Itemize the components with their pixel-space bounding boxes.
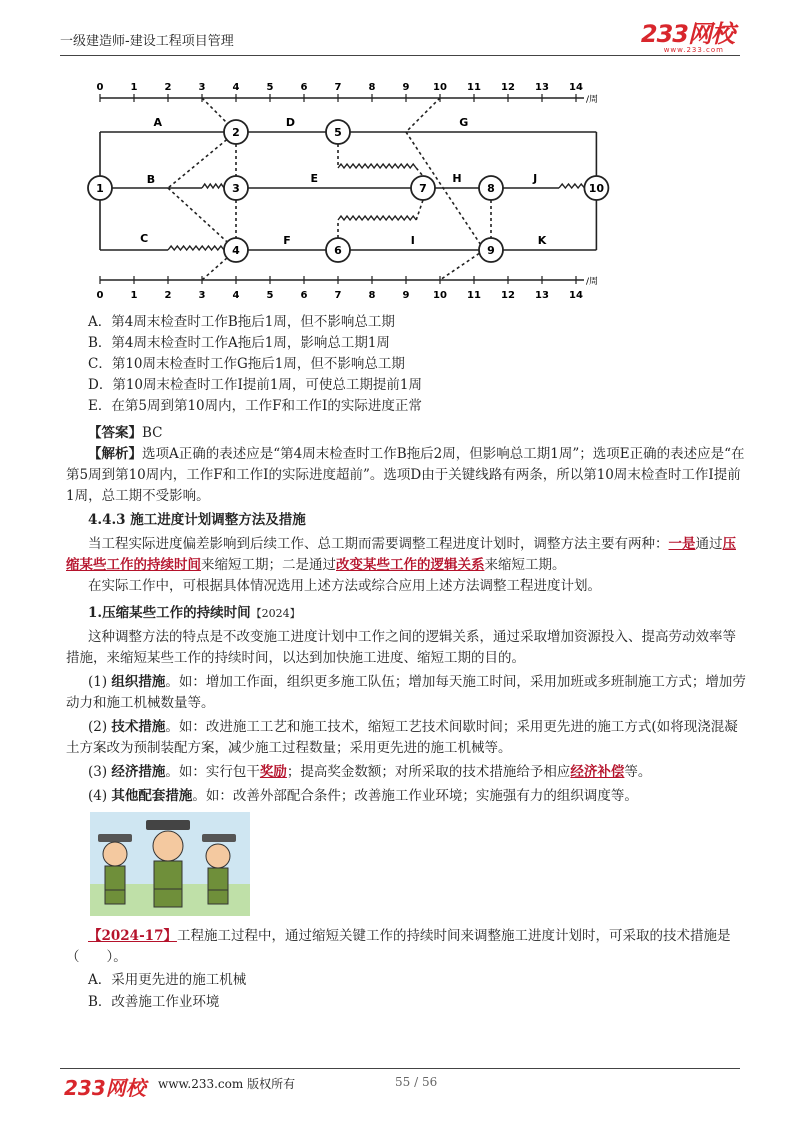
axis-tick-label: 3 — [198, 290, 206, 301]
section-heading — [88, 510, 768, 531]
option-d: D．第10周末检查时工作I提前1周，可使总工期提前1周 — [88, 377, 423, 393]
analysis-text: 选项A正确的表述应是“第4周末检查时工作B拖后2周，但影响总工期1周”；选项E正确的表述应是“在第5周到第10周内，工作F和工作I的实际进度超前”。选项D由于关键线路有两条，所以第10周末检查时工作I提前1周，总工期不受影响。 — [66, 446, 745, 504]
axis-tick-label: 8 — [368, 82, 376, 93]
network-arrow — [168, 188, 236, 250]
activity-label-c: C — [140, 232, 149, 245]
intro-text: 当工程实际进度偏差影响到后续工作、总工期而需要调整工程进度计划时，调整方法主要有两种： — [88, 536, 669, 552]
axis-tick-label: 1 — [130, 82, 138, 93]
activity-label-e: E — [310, 172, 318, 185]
node-label-4: 4 — [232, 244, 240, 257]
axis-tick-label: 6 — [300, 290, 308, 301]
activity-label-h: H — [452, 172, 462, 185]
intro-paragraph-2: 在实际工作中，可根据具体情况选用上述方法或综合应用上述方法调整工程进度计划。 — [88, 578, 601, 594]
network-arrow — [416, 200, 423, 220]
axis-tick-label: 12 — [501, 82, 515, 93]
workers-illustration — [90, 812, 250, 916]
axis-tick-label: 14 — [569, 290, 583, 301]
axis-tick-label: 8 — [368, 290, 376, 301]
network-arrow — [440, 250, 484, 280]
free-float-wave — [202, 184, 224, 188]
activity-label-i: I — [410, 234, 415, 247]
axis-tick-label: 14 — [569, 82, 583, 93]
node-label-9: 9 — [487, 244, 495, 257]
measure-organizational — [66, 672, 746, 714]
activity-label-d: D — [285, 116, 295, 129]
question-option-a: A．采用更先进的施工机械 — [88, 972, 247, 988]
axis-tick-label: 1 — [130, 290, 138, 301]
footer-logo[interactable]: 233网校 — [64, 1076, 146, 1100]
axis-tick-label: 5 — [266, 82, 274, 93]
measure-other — [66, 786, 746, 807]
axis-tick-label: 9 — [402, 290, 410, 301]
network-arrow — [406, 98, 440, 132]
measure-num: (1) — [88, 674, 108, 690]
measure-num: (3) — [88, 764, 108, 780]
intro-highlight-one: 一是 — [668, 536, 696, 552]
free-float-wave — [559, 184, 584, 188]
time-scaled-network-diagram — [80, 70, 620, 310]
measure-highlight-compensation: 经济补偿 — [570, 764, 625, 780]
axis-tick-label: 7 — [334, 82, 342, 93]
section-title: 施工进度计划调整方法及措施 — [130, 512, 306, 528]
footer-divider — [60, 1068, 740, 1069]
brand-logo-url: www.233.com — [663, 46, 724, 54]
axis-tick-label: 13 — [535, 82, 549, 93]
intro-highlight-compress: 压缩某些工作的持续时间 — [66, 536, 736, 573]
free-float-wave — [338, 164, 416, 168]
axis-tick-label: 9 — [402, 82, 410, 93]
top-time-axis — [97, 82, 599, 105]
axis-tick-label: 4 — [232, 82, 240, 93]
axis-tick-label: 2 — [164, 82, 172, 93]
intro-text-2: 通过 — [695, 536, 723, 552]
footer-copyright: www.233.com 版权所有 — [158, 1077, 296, 1091]
question-text: 工程施工过程中，通过缩短关键工作的持续时间来调整施工进度计划时，可采取的技术措施是（ ）。 — [66, 928, 731, 965]
answer-label: 【答案】 — [88, 425, 142, 441]
activity-label-k: K — [537, 234, 547, 247]
axis-tick-label: 2 — [164, 290, 172, 301]
measure-text-2: ；提高奖金数额；对所采取的技术措施给予相应 — [286, 764, 571, 780]
node-label-1: 1 — [96, 182, 104, 195]
axis-unit-label: /周 — [586, 277, 599, 287]
measure-title: 技术措施 — [111, 719, 166, 735]
network-arrow — [168, 132, 236, 188]
subsection-1-heading — [88, 603, 768, 624]
axis-tick-label: 11 — [467, 290, 481, 301]
axis-tick-label: 5 — [266, 290, 274, 301]
network-nodes — [88, 120, 608, 262]
measure-title: 组织措施 — [111, 674, 166, 690]
free-float-wave — [338, 216, 416, 220]
activity-label-b: B — [146, 173, 156, 186]
axis-tick-label: 6 — [300, 82, 308, 93]
bottom-time-axis — [97, 276, 599, 301]
node-label-2: 2 — [232, 126, 240, 139]
node-label-3: 3 — [232, 182, 240, 195]
node-label-5: 5 — [334, 126, 342, 139]
measure-text: 。如：改善外部配合条件；改善施工作业环境；实施强有力的组织调度等。 — [192, 788, 638, 804]
axis-tick-label: 10 — [433, 82, 447, 93]
activity-label-j: J — [533, 172, 538, 185]
intro-paragraph — [66, 534, 746, 576]
activity-label-f: F — [283, 234, 291, 247]
node-label-7: 7 — [419, 182, 427, 195]
subsection-1-tag: 【2024】 — [250, 607, 301, 620]
activity-label-g: G — [459, 116, 469, 129]
axis-unit-label: /周 — [586, 95, 599, 105]
axis-tick-label: 3 — [198, 82, 206, 93]
measure-text-3: 等。 — [624, 764, 652, 780]
axis-tick-label: 0 — [96, 290, 104, 301]
measure-technical — [66, 717, 746, 759]
node-label-8: 8 — [487, 182, 495, 195]
analysis-block — [66, 444, 746, 507]
measure-text: 。如：增加工作面，组织更多施工队伍；增加每天施工时间，采用加班或多班制施工方式；增加劳动力和施工机械数量等。 — [66, 674, 746, 711]
analysis-label: 【解析】 — [88, 446, 142, 462]
question-option-b: B．改善施工作业环境 — [88, 994, 220, 1010]
question-tag: 【2024-17】 — [88, 928, 177, 944]
section-number: 4.4.3 — [88, 512, 126, 528]
subsection-1-text: 这种调整方法的特点是不改变施工进度计划中工作之间的逻辑关系，通过采取增加资源投入、提高劳动效率等措施，来缩短某些工作的持续时间，以达到加快施工进度、缩短工期的目的。 — [66, 629, 736, 666]
page-number: 55 / 56 — [395, 1075, 438, 1089]
subsection-1-title: 1.压缩某些工作的持续时间 — [88, 605, 251, 621]
network-arrow — [416, 168, 423, 176]
measure-num: (2) — [88, 719, 108, 735]
measure-num: (4) — [88, 788, 108, 804]
axis-tick-label: 7 — [334, 290, 342, 301]
measure-text: 。如：实行包干 — [165, 764, 260, 780]
axis-tick-label: 0 — [96, 82, 104, 93]
answer-value: BC — [142, 425, 163, 441]
question-block — [66, 926, 746, 968]
node-label-10: 10 — [588, 182, 605, 195]
option-a: A．第4周末检查时工作B拖后1周，但不影响总工期 — [88, 314, 395, 330]
option-b: B．第4周末检查时工作A拖后1周，影响总工期1周 — [88, 335, 390, 351]
activity-label-a: A — [153, 116, 163, 129]
intro-text-4: 来缩短工期。 — [484, 557, 566, 573]
option-e: E．在第5周到第10周内，工作F和工作I的实际进度正常 — [88, 398, 422, 414]
brand-logo[interactable]: 233网校 — [640, 20, 734, 48]
measure-title: 经济措施 — [111, 764, 166, 780]
measure-text: 。如：改进施工工艺和施工技术，缩短工艺技术间歇时间；采用更先进的施工方式(如将现浇混凝土方案改为预制装配方案，减少施工过程数量；采用更先进的施工机械等。 — [66, 719, 738, 756]
free-float-wave — [168, 246, 224, 250]
node-label-6: 6 — [334, 244, 342, 257]
answer-line — [88, 423, 768, 444]
header-title: 一级建造师-建设工程项目管理 — [60, 34, 234, 49]
axis-tick-label: 4 — [232, 290, 240, 301]
measure-highlight-reward: 奖励 — [259, 764, 287, 780]
axis-tick-label: 12 — [501, 290, 515, 301]
measure-title: 其他配套措施 — [111, 788, 193, 804]
option-c: C．第10周末检查时工作G拖后1周，但不影响总工期 — [88, 356, 405, 372]
intro-highlight-logic: 改变某些工作的逻辑关系 — [336, 557, 485, 573]
measure-economic — [66, 762, 746, 783]
intro-text-3: 来缩短工期；二是通过 — [201, 557, 336, 573]
axis-tick-label: 11 — [467, 82, 481, 93]
header-divider — [60, 55, 740, 56]
axis-tick-label: 10 — [433, 290, 447, 301]
axis-tick-label: 13 — [535, 290, 549, 301]
